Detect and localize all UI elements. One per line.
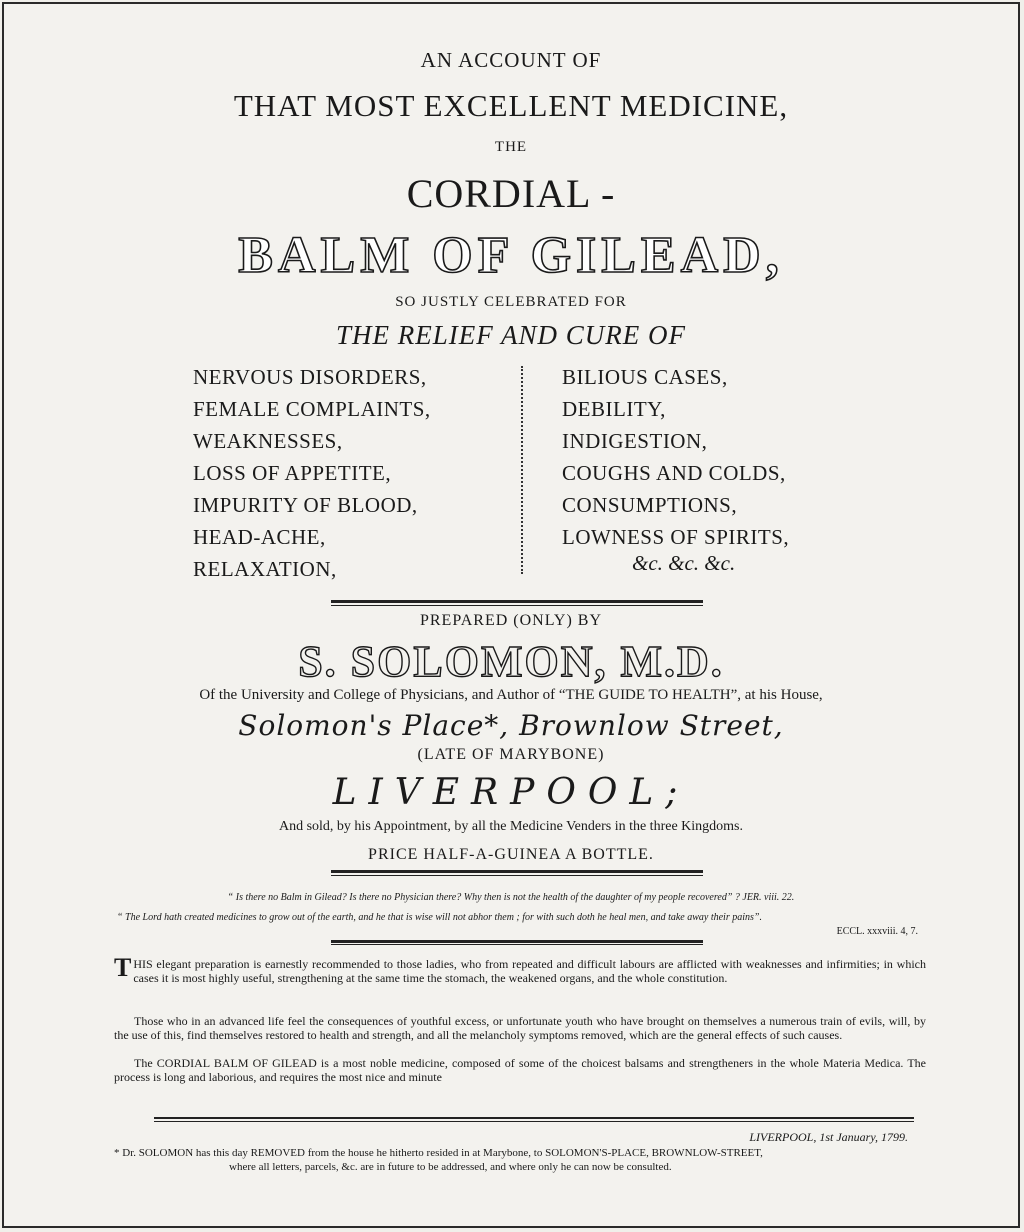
heading-cordial: CORDIAL - xyxy=(406,171,616,216)
ailment-item: LOSS OF APPETITE, xyxy=(193,461,392,485)
heading-excellent-medicine: THAT MOST EXCELLENT MEDICINE, xyxy=(233,88,789,123)
ailments-right-column xyxy=(562,361,789,553)
removal-notice: * Dr. SOLOMON has this day REMOVED from the house he hitherto resided in at Marybone, to SOLOMON'S-PLACE, BROWNLOW-STREET, xyxy=(114,1147,763,1159)
late-of-marybone: (LATE OF MARYBONE) xyxy=(417,746,605,763)
city-liverpool: LIVERPOOL; xyxy=(332,772,690,813)
dateline: LIVERPOOL, 1st January, 1799. xyxy=(749,1130,908,1144)
footer-rule xyxy=(154,1117,914,1119)
body-paragraph-1 xyxy=(114,953,926,985)
document-page xyxy=(2,2,1020,1228)
column-divider xyxy=(521,366,523,574)
ailment-item: DEBILITY, xyxy=(562,397,666,421)
ailment-item: LOWNESS OF SPIRITS, xyxy=(562,525,790,549)
divider-rule xyxy=(331,600,703,603)
maker-credentials: Of the University and College of Physicians, and Author of “THE GUIDE TO HEALTH”, at his House, xyxy=(199,687,823,703)
price-line: PRICE HALF-A-GUINEA A BOTTLE. xyxy=(368,846,654,863)
divider-rule xyxy=(331,870,703,873)
divider-rule xyxy=(331,605,703,606)
ailments-left-column xyxy=(193,361,431,585)
divider-rule xyxy=(331,940,703,943)
ailment-item: BILIOUS CASES, xyxy=(562,365,728,389)
divider-rule xyxy=(331,875,703,876)
heading-so-justly: SO JUSTLY CELEBRATED FOR xyxy=(395,294,627,310)
ailment-item: RELAXATION, xyxy=(193,557,337,581)
scripture-quote-jeremiah: “ Is there no Balm in Gilead? Is there no Physician there? Why then is not the health of the daughter of my people recovered” ? JER. viii. 22. xyxy=(227,892,795,903)
drop-cap: T xyxy=(114,953,132,982)
ailment-item: CONSUMPTIONS, xyxy=(562,493,738,517)
ailment-item: FEMALE COMPLAINTS, xyxy=(193,397,431,421)
heading-relief-and-cure: THE RELIEF AND CURE OF xyxy=(336,320,686,350)
removal-notice-continued: where all letters, parcels, &c. are in future to be addressed, and where only he can now be consulted. xyxy=(229,1161,672,1173)
body-paragraph-2: Those who in an advanced life feel the consequences of youthful excess, or unfortunate youth who have brought on themselves a numerous train of evils, will, by the use of this, find themselves restored to health and strength, and all the melancholy symptoms removed, which are the general effects of such causes. xyxy=(114,1014,926,1042)
ailment-item: INDIGESTION, xyxy=(562,429,708,453)
body-paragraph-3: The CORDIAL BALM OF GILEAD is a most noble medicine, composed of some of the choicest balsams and strengtheners in the whole Materia Medica. The process is long and laborious, and requires the most nice and minute xyxy=(114,1056,926,1084)
paragraph-text: HIS elegant preparation is earnestly recommended to those ladies, who from repeated and difficult labours are afflicted with weaknesses and infirmities; in which cases it is most highly useful, strengthening at the same time the stomach, the weakened organs, and the whole constitution. xyxy=(133,957,926,985)
heading-account-of: AN ACCOUNT OF xyxy=(420,48,602,72)
ailment-item: IMPURITY OF BLOOD, xyxy=(193,493,418,517)
footer-rule xyxy=(154,1121,914,1122)
ailment-item: NERVOUS DISORDERS, xyxy=(193,365,427,389)
maker-name: S. SOLOMON, M.D. xyxy=(298,637,724,686)
faint-handwriting xyxy=(704,180,708,196)
ailment-item: HEAD-ACHE, xyxy=(193,525,326,549)
scripture-reference: ECCL. xxxviii. 4, 7. xyxy=(836,926,918,937)
heading-balm-of-gilead: BALM OF GILEAD, xyxy=(238,227,784,284)
etcetera: &c. &c. &c. xyxy=(632,551,736,575)
ailment-item: WEAKNESSES, xyxy=(193,429,343,453)
ailment-item: COUGHS AND COLDS, xyxy=(562,461,786,485)
heading-the: THE xyxy=(494,139,528,155)
scripture-quote-ecclesiasticus: “ The Lord hath created medicines to grow out of the earth, and he that is wise will not abhor them ; for with such doth he heal men, and take away their pains”. xyxy=(117,912,762,923)
divider-rule xyxy=(331,944,703,945)
maker-address: Solomon's Place*, Brownlow Street, xyxy=(238,709,784,742)
sold-by-note: And sold, by his Appointment, by all the Medicine Venders in the three Kingdoms. xyxy=(278,819,744,834)
prepared-by: PREPARED (ONLY) BY xyxy=(419,612,603,629)
